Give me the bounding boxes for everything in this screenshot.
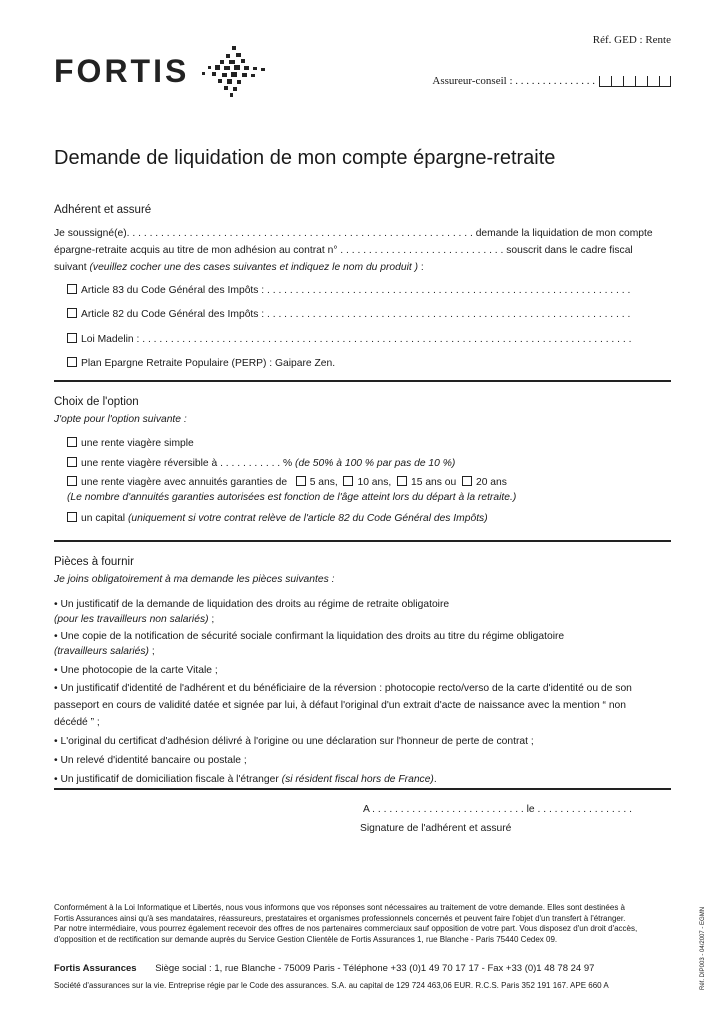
checkbox-10-ans[interactable] xyxy=(343,476,353,486)
list-item: décédé ” ; xyxy=(54,717,100,728)
fortis-logo-icon xyxy=(198,46,270,98)
checkbox-15-ans[interactable] xyxy=(397,476,407,486)
document-reference: Réf. DIP003 - 04/2007 - EGMN xyxy=(700,906,706,990)
adherent-line-3: suivant (veuillez cocher une des cases suivantes et indiquez le nom du produit ) : xyxy=(54,262,424,273)
option-rente-simple[interactable]: une rente viagère simple xyxy=(67,435,194,452)
list-item: • L'original du certificat d'adhésion délivré à l'origine ou une déclaration sur l'honneur de perte de contrat ; xyxy=(54,736,534,747)
section-divider xyxy=(54,540,671,542)
signature-label: Signature de l'adhérent et assuré xyxy=(360,823,512,834)
company-logo: FORTIS xyxy=(54,53,190,89)
checkbox[interactable] xyxy=(67,333,77,343)
checkbox[interactable] xyxy=(67,308,77,318)
fiscal-option-perp[interactable]: Plan Epargne Retraite Populaire (PERP) : Gaipare Zen. xyxy=(67,355,335,372)
legal-notice: Conformément à la Loi Informatique et Libertés, nous vous informons que vos réponses sont nécessaires au traitement de votre demande. Elles sont destinées à Fortis Assurances ainsi qu'à ses mandataires, réassureurs, prestataires et organismes professionnels concernés et peuvent faire l'objet d'un transfert à l'étranger. Par notre intermédiaire, vous pourrez également recevoir des offres de nos partenaires commerciaux sauf opposition de votre part. Vous disposez d'un droit d'accès, d'opposition et de rectification sur demande auprès du Service Gestion Clientèle de Fortis Assurances 1, rue Blanche - Paris 75440 Cedex 09. xyxy=(54,903,638,944)
section-divider xyxy=(54,788,671,790)
pieces-list xyxy=(54,596,679,788)
company-footer xyxy=(54,963,594,974)
adherent-line-2[interactable]: épargne-retraite acquis au titre de mon adhésion au contrat n° . . . . . . . . . . . . . . . . . . . . . . . . . . . . . souscrit dans le cadre fiscal xyxy=(54,245,633,256)
assureur-code-boxes[interactable] xyxy=(599,76,671,87)
section-divider xyxy=(54,380,671,382)
adherent-paragraph[interactable] xyxy=(54,225,674,276)
page-title: Demande de liquidation de mon compte épargne-retraite xyxy=(54,147,556,169)
list-item: • Un relevé d'identité bancaire ou postale ; xyxy=(54,755,247,766)
checkbox[interactable] xyxy=(67,512,77,522)
section-heading-option: Choix de l'option xyxy=(54,396,139,408)
list-item: (pour les travailleurs non salariés) ; xyxy=(54,614,215,625)
option-capital[interactable]: un capital (uniquement si votre contrat relève de l'article 82 du Code Général des Impôts) xyxy=(67,510,488,527)
checkbox-5-ans[interactable] xyxy=(296,476,306,486)
assureur-conseil-field[interactable] xyxy=(432,75,671,87)
reference-code: Réf. GED : Rente xyxy=(592,34,671,46)
section-heading-pieces: Pièces à fournir xyxy=(54,556,134,568)
company-registration: Société d'assurances sur la vie. Entreprise régie par le Code des assurances. S.A. au capital de 129 724 463,06 EUR. R.C.S. Paris 352 191 167. APE 660 A xyxy=(54,981,609,990)
option-intro: J'opte pour l'option suivante : xyxy=(54,414,187,425)
list-item: (travailleurs salariés) ; xyxy=(54,646,155,657)
garanties-note: (Le nombre d'annuités garanties autorisées est fonction de l'âge atteint lors du départ à la retraite.) xyxy=(67,492,517,503)
company-address: Siège social : 1, rue Blanche - 75009 Paris - Téléphone +33 (0)1 49 70 17 17 - Fax +33 (0)1 48 78 24 97 xyxy=(155,963,595,974)
list-item: • Un justificatif de domiciliation fiscale à l'étranger (si résident fiscal hors de France). xyxy=(54,774,437,785)
option-rente-reversible[interactable]: une rente viagère réversible à . . . . . . . . . . . % (de 50% à 100 % par pas de 10 %) xyxy=(67,455,455,472)
fiscal-option-article83[interactable]: Article 83 du Code Général des Impôts : . . . . . . . . . . . . . . . . . . . . . . . . . . . . . . . . . . . . . . . . . . . . . . . . . . . . . . . . . . . . . . . . xyxy=(67,282,630,299)
list-item: • Une copie de la notification de sécurité sociale confirmant la liquidation des droits au titre du régime obligatoire xyxy=(54,631,565,642)
company-name: Fortis Assurances xyxy=(54,963,137,974)
list-item: • Un justificatif d'identité de l'adhérent et du bénéficiaire de la réversion : photocopie recto/verso de la carte d'identité ou de son xyxy=(54,683,632,694)
list-item: • Un justificatif de la demande de liquidation des droits au régime de retraite obligatoire xyxy=(54,599,450,610)
section-heading-adherent: Adhérent et assuré xyxy=(54,204,152,216)
pieces-intro: Je joins obligatoirement à ma demande les pièces suivantes : xyxy=(54,574,335,585)
checkbox[interactable] xyxy=(67,476,77,486)
list-item: • Une photocopie de la carte Vitale ; xyxy=(54,665,218,676)
adherent-line-1[interactable]: Je soussigné(e). . . . . . . . . . . . . . . . . . . . . . . . . . . . . . . . . . . . . . . . . . . . . . . . . . . . . . . . . . . . . demande la liquidation de mon compte xyxy=(54,228,653,239)
checkbox-20-ans[interactable] xyxy=(462,476,472,486)
assureur-conseil-label: Assureur-conseil : . . . . . . . . . . . . . . . xyxy=(432,75,595,87)
checkbox[interactable] xyxy=(67,284,77,294)
checkbox[interactable] xyxy=(67,437,77,447)
checkbox[interactable] xyxy=(67,357,77,367)
fiscal-option-article82[interactable]: Article 82 du Code Général des Impôts : . . . . . . . . . . . . . . . . . . . . . . . . . . . . . . . . . . . . . . . . . . . . . . . . . . . . . . . . . . . . . . . . xyxy=(67,306,630,323)
list-item: passeport en cours de validité datée et signée par lui, à défaut l'original d'un extrait d'acte de naissance avec la mention “ non xyxy=(54,700,627,711)
option-rente-garanties[interactable]: une rente viagère avec annuités garanties de 5 ans, 10 ans, 15 ans ou 20 ans xyxy=(67,474,507,491)
checkbox[interactable] xyxy=(67,457,77,467)
place-date-field[interactable]: A . . . . . . . . . . . . . . . . . . . . . . . . . . . le . . . . . . . . . . . . . . . . . xyxy=(363,804,632,815)
fiscal-option-madelin[interactable]: Loi Madelin : . . . . . . . . . . . . . . . . . . . . . . . . . . . . . . . . . . . . . . . . . . . . . . . . . . . . . . . . . . . . . . . . . . . . . . . . . . . . . . . . . . . . . . xyxy=(67,331,631,348)
